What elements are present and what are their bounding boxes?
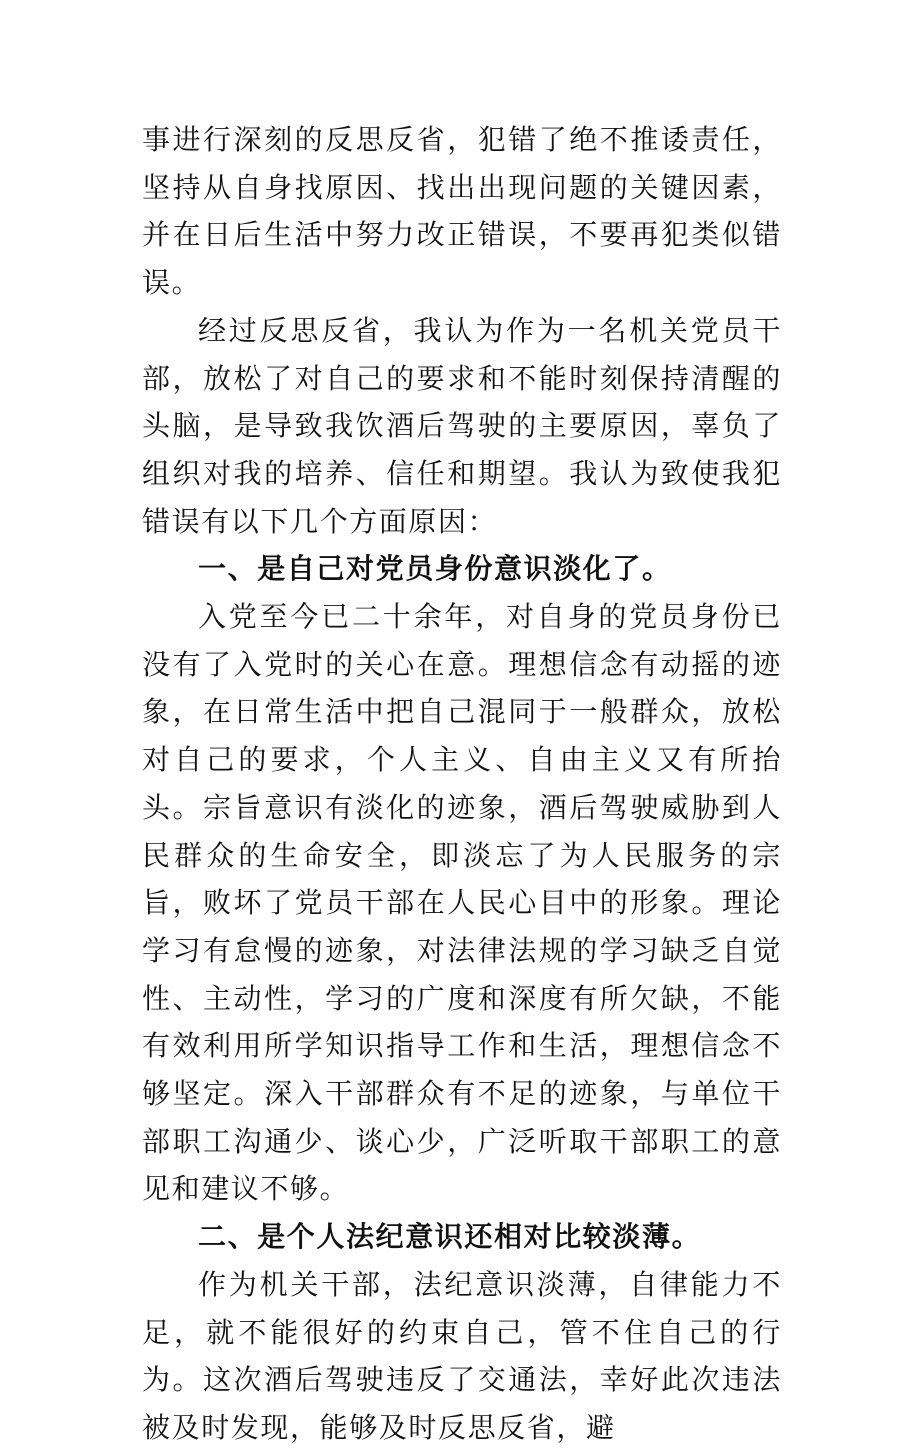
paragraph-continuation: 事进行深刻的反思反省，犯错了绝不推诿责任，坚持从自身找原因、找出出现问题的关键因素，并在日后生活中努力改正错误，不要再犯类似错误。 [142,123,782,300]
section-heading-1: 一、是自己对党员身份意识淡化了。 [198,552,672,586]
paragraph-legal-awareness: 作为机关干部，法纪意识淡薄，自律能力不足，就不能很好的约束自己，管不住自己的行为。这次酒后驾驶违反了交通法，幸好此次违法被及时发现，能够及时反思反省，避 [142,1267,782,1444]
document-body [142,116,782,1452]
section-heading-2: 二、是个人法纪意识还相对比较淡薄。 [198,1220,702,1254]
paragraph-reflection: 经过反思反省，我认为作为一名机关党员干部，放松了对自己的要求和不能时刻保持清醒的头脑，是导致我饮酒后驾驶的主要原因，辜负了组织对我的培养、信任和期望。我认为致使我犯错误有以下几个方面原因： [142,313,782,538]
paragraph-party-identity: 入党至今已二十余年，对自身的党员身份已没有了入党时的关心在意。理想信念有动摇的迹象，在日常生活中把自己混同于一般群众，放松对自己的要求，个人主义、自由主义又有所抬头。宗旨意识有淡化的迹象，酒后驾驶威胁到人民群众的生命安全，即淡忘了为人民服务的宗旨，败坏了党员干部在人民心目中的形象。理论学习有怠慢的迹象，对法律法规的学习缺乏自觉性、主动性，学习的广度和深度有所欠缺，不能有效利用所学知识指导工作和生活，理想信念不够坚定。深入干部群众有不足的迹象，与单位干部职工沟通少、谈心少，广泛听取干部职工的意见和建议不够。 [142,600,782,1206]
